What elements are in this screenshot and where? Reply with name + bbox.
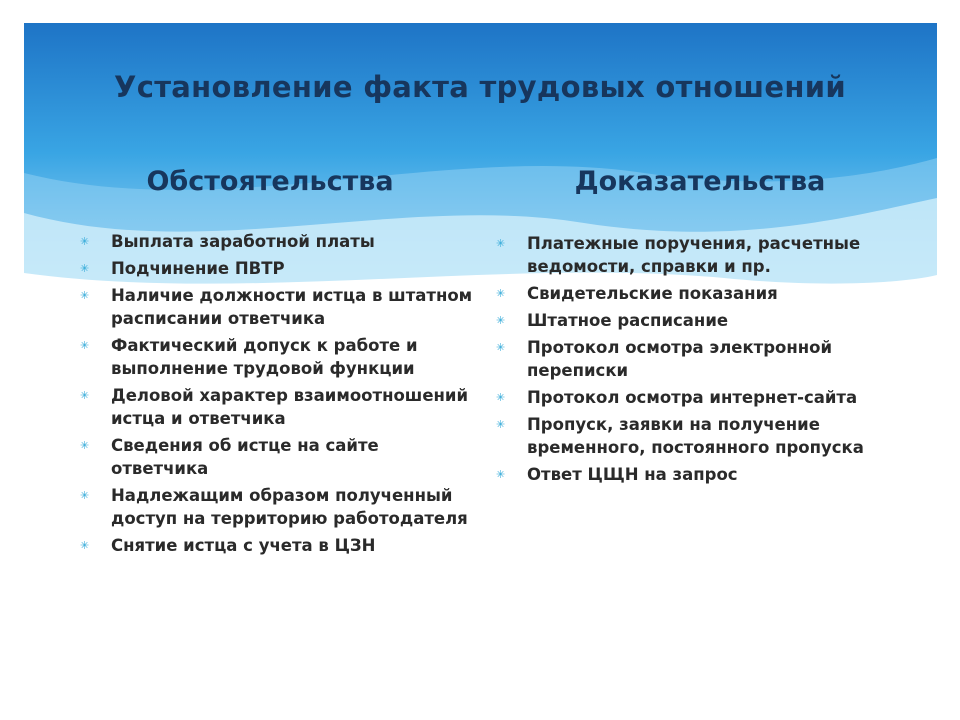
asterisk-bullet-icon: ✳ [80,389,90,402]
asterisk-bullet-icon: ✳ [496,287,506,300]
circumstances-heading: Обстоятельства [146,166,394,197]
list-item: ✳ Платежные поручения, расчетные ведомости, справки и пр. [496,234,861,276]
asterisk-bullet-icon: ✳ [80,289,90,302]
asterisk-bullet-icon: ✳ [80,235,90,248]
asterisk-bullet-icon: ✳ [80,489,90,502]
list-item: ✳ Выплата заработной платы [80,232,375,251]
list-item: ✳ Наличие должности истца в штатном расписании ответчика [80,286,473,328]
asterisk-bullet-icon: ✳ [80,339,90,352]
list-item: ✳ Пропуск, заявки на получение временного, постоянного пропуска [496,415,864,457]
list-item: ✳ Ответ ЦЩН на запрос [496,465,738,484]
list-item: ✳ Надлежащим образом полученный доступ на территорию работодателя [80,486,468,528]
asterisk-bullet-icon: ✳ [80,262,90,275]
list-item: ✳ Деловой характер взаимоотношений истца и ответчика [80,386,469,428]
list-item: ✳ Фактический допуск к работе и выполнение трудовой функции [80,336,418,378]
evidence-list [496,232,896,490]
list-item: ✳ Свидетельские показания [496,284,778,303]
asterisk-bullet-icon: ✳ [496,237,506,250]
list-item: ✳ Снятие истца с учета в ЦЗН [80,536,376,555]
asterisk-bullet-icon: ✳ [80,439,90,452]
asterisk-bullet-icon: ✳ [496,314,506,327]
evidence-heading: Доказательства [574,166,826,197]
list-item: ✳ Протокол осмотра интернет-сайта [496,388,858,407]
asterisk-bullet-icon: ✳ [496,468,506,481]
asterisk-bullet-icon: ✳ [496,391,506,404]
list-item: ✳ Штатное расписание [496,311,729,330]
list-item: ✳ Протокол осмотра электронной переписки [496,338,833,380]
list-item: ✳ Сведения об истце на сайте ответчика [80,436,379,478]
asterisk-bullet-icon: ✳ [496,418,506,431]
asterisk-bullet-icon: ✳ [80,539,90,552]
asterisk-bullet-icon: ✳ [496,341,506,354]
circumstances-list [80,230,480,561]
list-item: ✳ Подчинение ПВТР [80,259,285,278]
slide-title: Установление факта трудовых отношений [114,70,846,104]
